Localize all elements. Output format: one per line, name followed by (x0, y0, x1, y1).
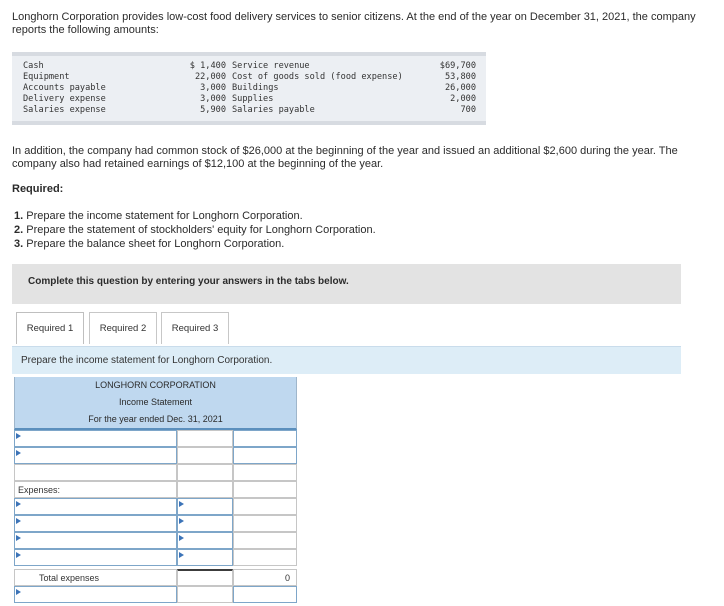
requirement-text: Prepare the income statement for Longhorn Corporation. (26, 210, 303, 222)
amount-input[interactable] (233, 532, 297, 549)
statement-company: LONGHORN CORPORATION (14, 377, 297, 394)
tab-required-2[interactable]: Required 2 (89, 312, 157, 344)
amount-input[interactable] (177, 430, 233, 447)
account-select[interactable] (14, 532, 177, 549)
account-amount: $69,700 (439, 61, 476, 71)
account-name: Cost of goods sold (food expense) (232, 72, 403, 82)
account-amount: 5,900 (200, 105, 226, 115)
dropdown-marker-icon (16, 433, 21, 439)
account-amount: 2,000 (450, 94, 476, 104)
total-expenses-label: Total expenses (39, 573, 100, 583)
account-select[interactable] (14, 430, 177, 447)
amount-input[interactable] (233, 549, 297, 566)
required-heading: Required: (12, 183, 64, 195)
tab-required-1[interactable]: Required 1 (16, 312, 84, 344)
dropdown-marker-icon (16, 518, 21, 524)
amount-input[interactable] (177, 498, 233, 515)
blank-cell (177, 569, 233, 586)
account-amount: 26,000 (444, 83, 476, 93)
statement-row (14, 532, 297, 549)
dropdown-marker-icon (16, 501, 21, 507)
tab-required-3[interactable]: Required 3 (161, 312, 229, 344)
amount-input[interactable] (177, 447, 233, 464)
requirement-item (14, 237, 376, 251)
statement-row (14, 464, 297, 481)
requirement-item (14, 223, 376, 237)
amount-input[interactable] (233, 447, 297, 464)
account-amount: 3,000 (200, 83, 226, 93)
requirement-number: 2. (14, 224, 24, 236)
instruction-bar (12, 346, 681, 374)
statement-period: For the year ended Dec. 31, 2021 (14, 411, 297, 430)
blank-cell (177, 464, 233, 481)
account-name: Salaries payable (232, 105, 315, 115)
statement-row (14, 515, 297, 532)
blank-cell (233, 464, 297, 481)
account-amount: $ 1,400 (189, 61, 226, 71)
account-name: Service revenue (232, 61, 310, 71)
account-select[interactable] (14, 447, 177, 464)
requirement-number: 1. (14, 210, 24, 222)
account-select[interactable] (14, 586, 177, 603)
statement-row (14, 430, 297, 447)
amount-input[interactable] (177, 532, 233, 549)
complete-banner (12, 264, 681, 304)
problem-addition: In addition, the company had common stock of $26,000 at the beginning of the year and issued an additional $2,600 during the year. The company also had retained earnings of $12,100 at the beginning of the year. (12, 145, 678, 170)
total-cell (233, 569, 297, 586)
statement-row (14, 498, 297, 515)
dropdown-marker-icon (179, 535, 184, 541)
statement-row (14, 447, 297, 464)
blank-cell (177, 586, 233, 603)
dropdown-marker-icon (179, 501, 184, 507)
dropdown-marker-icon (16, 535, 21, 541)
total-expenses-value: 0 (284, 573, 290, 583)
amount-input[interactable] (233, 515, 297, 532)
expenses-label: Expenses: (18, 485, 61, 495)
amount-input[interactable] (177, 549, 233, 566)
dropdown-marker-icon (179, 552, 184, 558)
amount-input[interactable] (233, 498, 297, 515)
account-amount: 53,800 (444, 72, 476, 82)
dropdown-marker-icon (16, 450, 21, 456)
blank-cell (233, 481, 297, 498)
requirement-text: Prepare the statement of stockholders' equity for Longhorn Corporation. (26, 224, 376, 236)
account-name: Accounts payable (23, 83, 106, 93)
account-amount: 700 (460, 105, 476, 115)
account-name: Equipment (23, 72, 70, 82)
label-cell (14, 569, 177, 586)
statement-row (14, 586, 297, 603)
account-select[interactable] (14, 515, 177, 532)
account-amount: 22,000 (194, 72, 226, 82)
account-name: Salaries expense (23, 105, 106, 115)
instruction-text: Prepare the income statement for Longhorn Corporation. (21, 355, 273, 366)
requirements-list (14, 209, 376, 251)
complete-text: Complete this question by entering your answers in the tabs below. (28, 276, 349, 287)
dropdown-marker-icon (16, 552, 21, 558)
statement-row (14, 569, 297, 586)
account-name: Cash (23, 61, 44, 71)
account-name: Supplies (232, 94, 274, 104)
requirement-text: Prepare the balance sheet for Longhorn Corporation. (26, 238, 285, 250)
account-name: Buildings (232, 83, 279, 93)
amount-input[interactable] (233, 586, 297, 603)
statement-row (14, 481, 297, 498)
requirement-number: 3. (14, 238, 24, 250)
requirement-item (14, 209, 376, 223)
problem-intro: Longhorn Corporation provides low-cost food delivery services to senior citizens. At the end of the year on December 31, 2021, the company reports the following amounts: (12, 11, 696, 36)
account-name: Delivery expense (23, 94, 106, 104)
accounts-table (12, 52, 486, 125)
blank-cell (177, 481, 233, 498)
dropdown-marker-icon (16, 589, 21, 595)
statement-row (14, 549, 297, 566)
amount-input[interactable] (233, 430, 297, 447)
account-amount: 3,000 (200, 94, 226, 104)
account-select[interactable] (14, 549, 177, 566)
account-select[interactable] (14, 498, 177, 515)
statement-title: Income Statement (14, 394, 297, 411)
label-cell (14, 481, 177, 498)
amount-input[interactable] (177, 515, 233, 532)
blank-cell (14, 464, 177, 481)
dropdown-marker-icon (179, 518, 184, 524)
